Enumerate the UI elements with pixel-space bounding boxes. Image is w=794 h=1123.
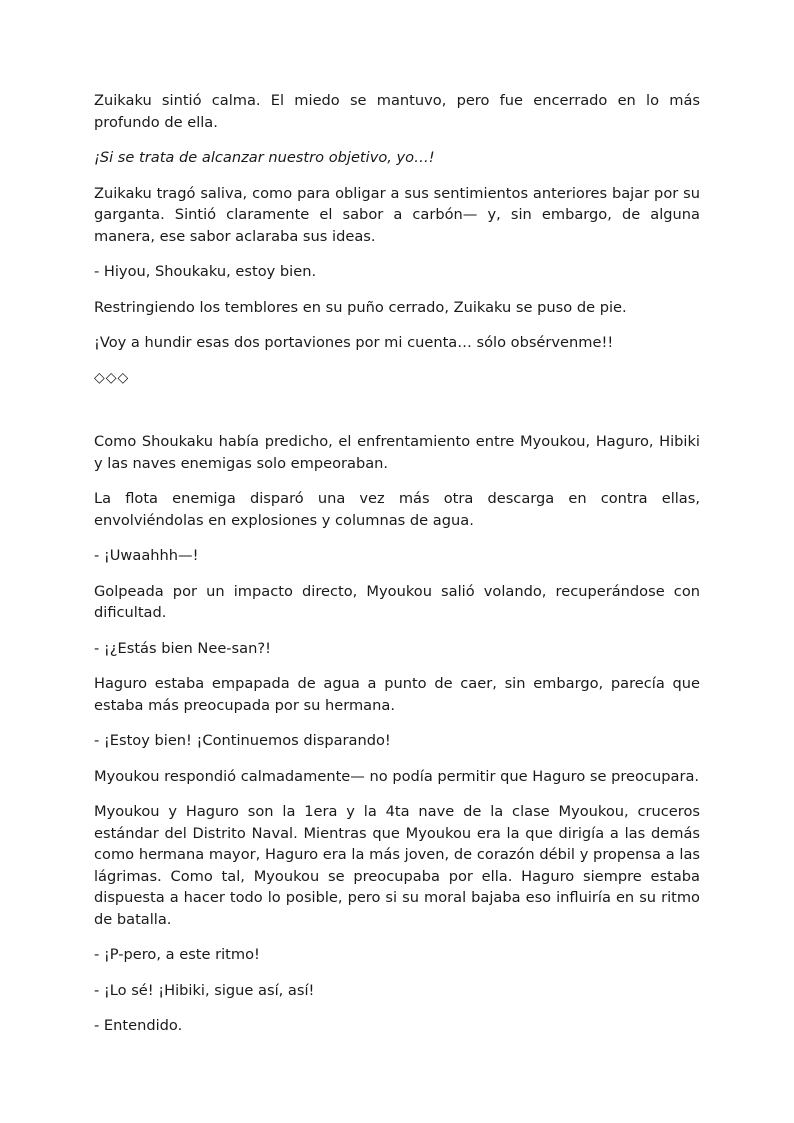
paragraph: Zuikaku sintió calma. El miedo se mantuvo, pero fue encerrado en lo más profundo de ella. bbox=[94, 92, 700, 131]
document-page bbox=[94, 90, 700, 1051]
paragraph: ¡Voy a hundir esas dos portaviones por mi cuenta… sólo obsérvenme!! bbox=[94, 334, 614, 351]
paragraph: Haguro estaba empapada de agua a punto de caer, sin embargo, parecía que estaba más preocupada por su hermana. bbox=[94, 675, 700, 714]
dialogue-line: - ¡Estoy bien! ¡Continuemos disparando! bbox=[94, 732, 391, 749]
dialogue-line: - ¡P-pero, a este ritmo! bbox=[94, 946, 260, 963]
dialogue-line: - ¡¿Estás bien Nee-san?! bbox=[94, 639, 271, 657]
paragraph-thought: ¡Si se trata de alcanzar nuestro objetivo, yo…! bbox=[94, 149, 435, 166]
dialogue-line: - ¡Uwaahhh—! bbox=[94, 547, 199, 564]
paragraph: Golpeada por un impacto directo, Myoukou salió volando, recuperándose con dificultad. bbox=[94, 582, 700, 621]
paragraph: Como Shoukaku había predicho, el enfrentamiento entre Myoukou, Haguro, Hibiki y las naves enemigas solo empeoraban. bbox=[94, 433, 700, 472]
scene-separator: ◇◇◇ bbox=[94, 369, 130, 386]
dialogue-line: - ¡Lo sé! ¡Hibiki, sigue así, así! bbox=[94, 981, 315, 999]
dialogue-line: - Entendido. bbox=[94, 1017, 183, 1034]
paragraph: La flota enemiga disparó una vez más otra descarga en contra ellas, envolviéndolas en explosiones y columnas de agua. bbox=[94, 490, 700, 529]
dialogue-line: - Hiyou, Shoukaku, estoy bien. bbox=[94, 263, 317, 280]
paragraph: Myoukou respondió calmadamente— no podía permitir que Haguro se preocupara. bbox=[94, 767, 700, 785]
paragraph: Restringiendo los temblores en su puño cerrado, Zuikaku se puso de pie. bbox=[94, 298, 627, 316]
paragraph: Myoukou y Haguro son la 1era y la 4ta nave de la clase Myoukou, cruceros estándar del Distrito Naval. Mientras que Myoukou era la que dirigía a las demás como hermana mayor, Haguro era la más joven, de corazón débil y propensa a las lágrimas. Como tal, Myoukou se preocupaba por ella. Haguro siempre estaba dispuesta a hacer todo lo posible, pero si su moral bajaba eso influiría en su ritmo de batalla. bbox=[94, 803, 700, 928]
section-gap bbox=[94, 403, 700, 431]
paragraph: Zuikaku tragó saliva, como para obligar a sus sentimientos anteriores bajar por su garganta. Sintió claramente el sabor a carbón— y, sin embargo, de alguna manera, ese sabor aclaraba sus ideas. bbox=[94, 184, 700, 245]
